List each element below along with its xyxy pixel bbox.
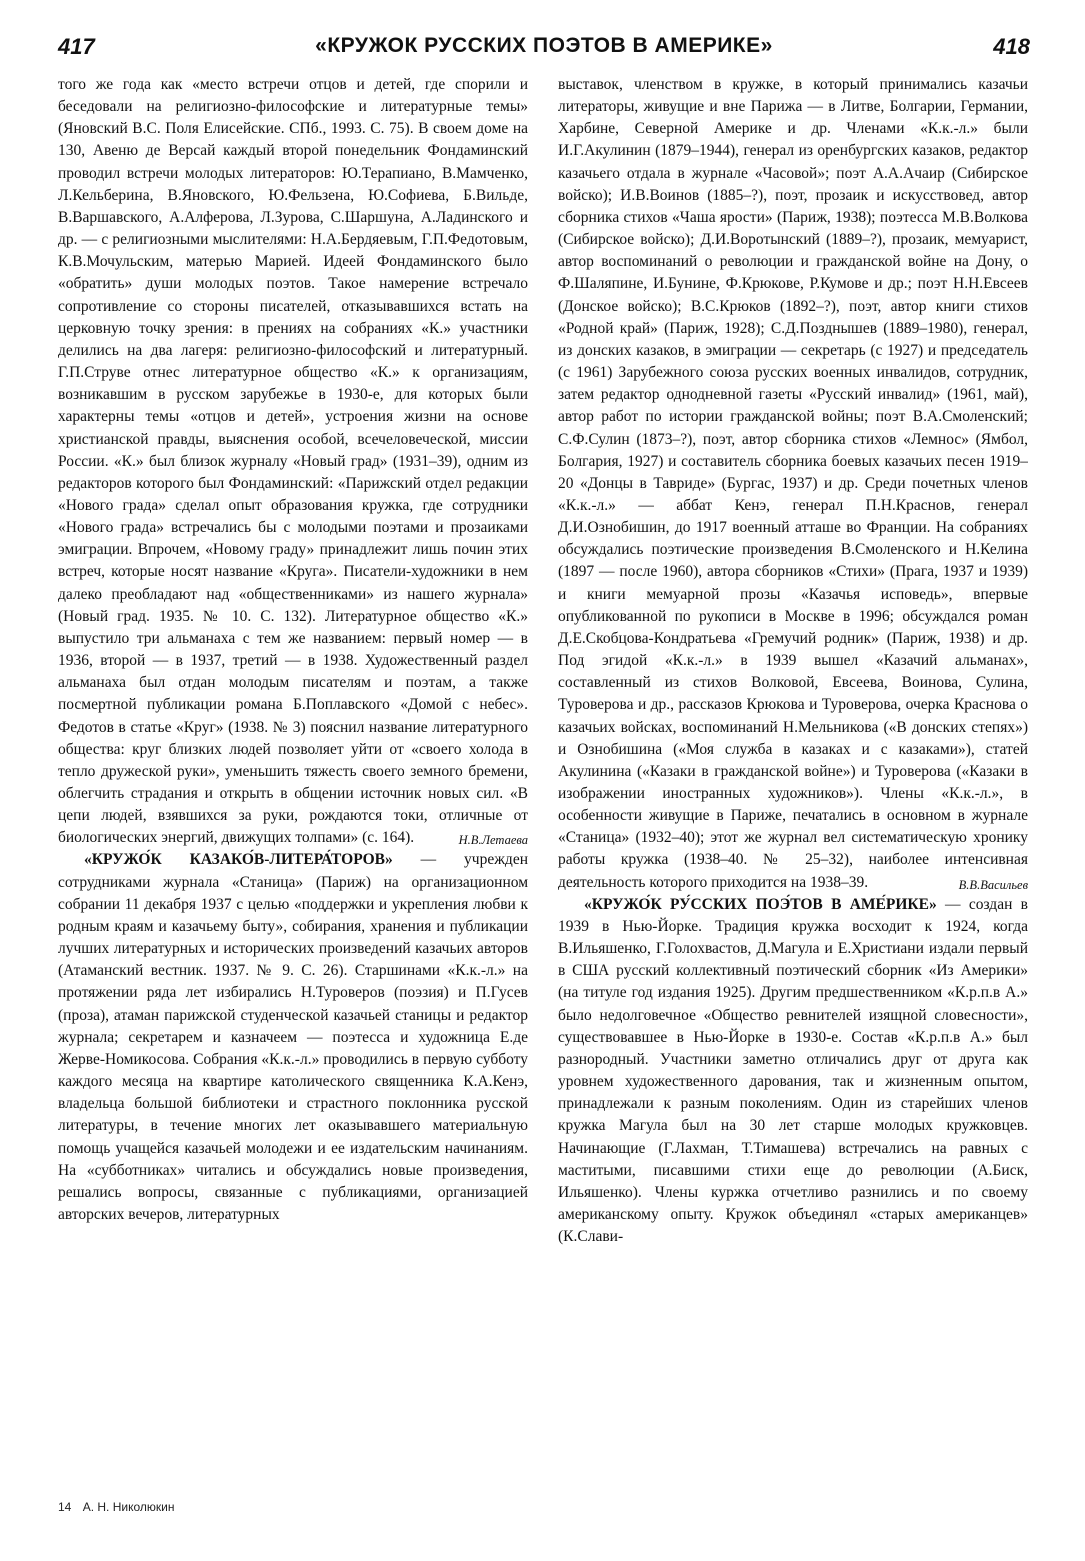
entry-body: — создан в 1939 в Нью-Йорке. Традиция кружка восходит к 1924, когда В.Ильяшенко, Г.Голохвастов, Д.Магула и Е.Христиани издали первый в США русский коллективный поэтический сборник «Из Америки» (на титуле год издания 1925). Другим предшественником «К.р.п.в А.» было недолговечное «Общество ревнителей изящной словесности», существовавшее в Нью-Йорке в 1930-е. Состав «К.р.п.в А.» был разнородный. Участники заметно отличались друг от друга как уровнем художественного дарования, так и жизненным опытом, принадлежали к разным поколениям. Один из старейших членов кружка Магула был на 30 лет старше молодых кружковцев. Начинающие (Г.Лахман, Т.Тимашева) встречались на равных с маститыми, писавшими стихи еще до революции (А.Биск, Ильяшенко). Члены куржка отчетливо разнились и по своему американскому опыту. Кружок объединял «старых американцев» (К.Слави- — [558, 895, 1028, 1246]
author-signature: В.В.Васильев — [958, 877, 1028, 892]
entry-headword: «КРУЖО́К КАЗАКО́В-ЛИТЕРА́ТОРОВ» — [84, 851, 393, 869]
right-column — [558, 74, 1028, 1474]
page-number-right: 418 — [993, 34, 1030, 59]
entry-body: — учрежден сотрудниками журнала «Станица» (Париж) на организационном собрании 11 декабря 1937 с целью «поддержки и укрепления любви к родным краям и казачьему быту», собирания, хранения и публикации лучших литературных и исторических произведений казачьих авторов (Атаманский вестник. 1937. № 9. С. 26). Старшинами «К.к.-л.» на протяжении ряда лет избирались Н.Туроверов (поэзия) и П.Гусев (проза), атаман парижской студенческой казачьей станицы и редактор журнала; секретарем и казначеем — поэтесса и художница Е.де Жерве-Номикосова. Собрания «К.к.-л.» проводились в первую субботу каждого месяца на квартире католического священника К.А.Кенэ, владельца большой библиотеки и страстного поклонника русской литературы, в течение многих лет оказывавшего материальную помощь учащейся казачьей молодежи и ее издательским начинаниям. На «субботниках» читались и обсуждались новые произведения, решались вопросы, связанные с публикациями, организацией авторских вечеров, литературных — [58, 851, 528, 1223]
running-title: «КРУЖОК РУССКИХ ПОЭТОВ В АМЕРИКЕ» — [315, 34, 773, 57]
author-signature: Н.В.Летаева — [458, 833, 528, 848]
left-column — [58, 74, 528, 1474]
page-footer — [58, 1500, 182, 1514]
dictionary-entry — [558, 894, 1028, 1249]
continued-entry-text: выставок, членством в кружке, в который принимались казачьи литераторы, живущие и вне Парижа — в Литве, Болгарии, Германии, Харбине, Северной Америке и др. Членами «К.к.-л.» были И.Г.Акулинин (1879–1944), генерал из оренбургских казаков, редактор казачьего отдала в журнале «Часовой»; поэт А.А.Ачаир (Сибирское войско); И.В.Воинов (1885–?), поэт, прозаик и искусствовед, автор сборника стихов «Чаша ярости» (Париж, 1938); поэтесса М.В.Волкова (Сибирское войско); Д.И.Воротынский (1889–?), прозаик, мемуарист, автор воспоминаний о революции и гражданской войне на Дону, о Ф.Шаляпине, И.Бунине, Ф.Крюкове, Р.Кумове и др.; поэт Н.Н.Евсеев (Донское войско); В.С.Крюков (1892–?), поэт, автор книги стихов «Родной край» (Париж, 1928); С.Д.Позднышев (1889–1980), генерал, из донских казаков, в эмиграции — секретарь (с 1927) и председатель (с 1961) Зарубежного союза русских военных инвалидов, сотрудник, затем редактор однодневной газеты «Русский инвалид» (1961, май), автор работ по истории гражданской войны; поэт В.А.Смоленский; С.Ф.Сулин (1873–?), поэт, автор сборника стихов «Лемнос» (Ямбол, Болгария, 1927) и составитель сборника боевых казачьих песен 1919–20 «Донцы в Тавриде» (Бургас, 1937) и др. Среди почетных членов «К.к.-л.» — аббат Кенэ, генерал П.Н.Краснов, генерал Д.И.Ознобишин, до 1917 военный атташе во Франции. На собраниях обсуждались поэтические произведения В.Смоленского и Н.Келина (1897 — после 1960), автора сборников «Стихи» (Прага, 1937 и 1939) и книги мемуарной прозы «Казачья исповедь», впервые опубликованной по рукописи в Москве в 1996; обсуждался роман Д.Е.Скобцова-Кондратьева «Гремучий родник» (Париж, 1938) и др. Под эгидой «К.к.-л.» в 1939 вышел «Казачий альманах», составленный из стихов Волковой, Евсеева, Воинова, Сулина, Туроверова и др., рассказов Крюкова и Туроверова, очерка Краснова о казачьих войсках, воспоминаний Н.Мельникова («В донских степях») и Ознобишина («Моя служба в казаках и с казаками»), статей Акулинина («Казаки в гражданской войне») и Туроверова («Казаки в изображении иностранных художников»). Члены «К.к.-л.», в особенности живущие в Париже, печатались в основном в журнале «Станица» (1932–40); этот же журнал вел систематическую хронику работы кружка (1938–40. № 25–32), наиболее интенсивная деятельность которого приходится на 1938–39. — [558, 76, 1028, 891]
continued-entry-text: того же года как «место встречи отцов и детей, где спорили и беседовали на религиозно-философские и литературные темы» (Яновский В.С. Поля Елисейские. СПб., 1993. С. 75). В своем доме на 130, Авеню де Версай каждый второй понедельник Фондаминский проводил встречи молодых литераторов: Ю.Терапиано, В.Мамченко, Л.Кельберина, В.Яновского, Ю.Фельзена, Ю.Софиева, Б.Вильде, В.Варшавского, А.Алферова, Л.Зурова, С.Шаршуна, А.Ладинского и др. — с религиозными мыслителями: Н.А.Бердяевым, Г.П.Федотовым, К.В.Мочульским, матерью Марией. Идеей Фондаминского было «обратить» души молодых поэтов. Такое намерение встречало сопротивление со стороны писателей, отказывавшихся встать на церковную точку зрения: в прениях на собраниях «К.» участники делились на два лагеря: религиозно-философский и литературный. Г.П.Струве отнес литературное общество «К.» к организациям, возникавшим в русском зарубежье в 1930-е, для которых были характерны темы «отцов и детей», устроения жизни на основе христианской правды, выяснения особой, всечеловеческой, миссии России. «К.» был близок журналу «Новый град» (1931–39), одним из редакторов которого был Фондаминский: «Парижский отдел редакции «Нового града» сделал опыт образования кружка, где сотрудники «Нового града» встречались бы с молодыми поэтами и прозаиками эмиграции. Впрочем, «Новому граду» принадлежит лишь почин этих встреч, которые носят название «Круга». Писатели-художники в нем далеко преобладают над «общественниками» из нашего журнала» (Новый град. 1935. № 10. С. 132). Литературное общество «К.» выпустило три альманаха с тем же названием: первый номер — в 1936, второй — в 1937, третий — в 1938. Художественный раздел альманаха был отдан молодым писателям и поэтам, а также посмертной публикации романа Б.Поплавского «Домой с небес». Федотов в статье «Круг» (1938. № 3) пояснил название литературного общества: круг близких людей позволяет уйти от «своего холода в тепло дружеской руки», уменьшить тяжесть своего земного бремени, облегчить страдания и открыть в общении источник новых сил. «В цепи людей, взявшихся за руки, рождаются токи, отличные от биологических энергий, движущих толпами» (с. 164). — [58, 76, 528, 847]
publisher-name: А. Н. Николюкин — [82, 1500, 175, 1514]
dictionary-entry — [58, 849, 528, 1226]
entry-headword: «КРУЖО́К РУ́ССКИХ ПОЭ́ТОВ В АМЕ́РИКЕ» — [584, 895, 937, 913]
signature-mark: 14 — [58, 1500, 72, 1514]
page-header — [58, 30, 1030, 64]
page-number-left: 417 — [58, 34, 95, 59]
